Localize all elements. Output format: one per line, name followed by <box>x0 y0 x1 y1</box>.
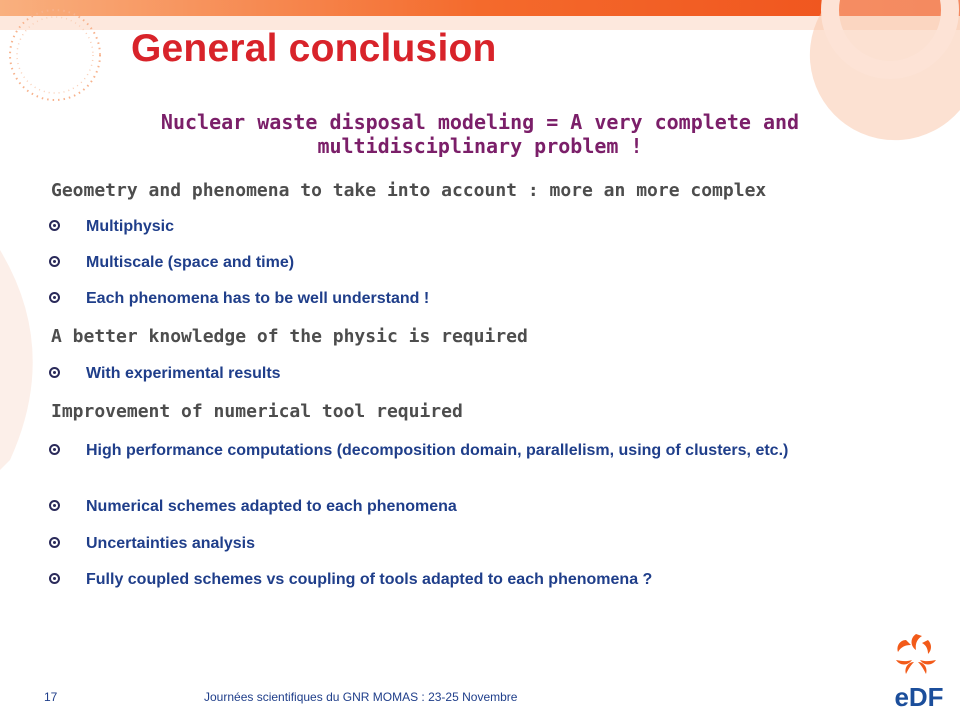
section-heading-numerical: Improvement of numerical tool required <box>51 401 463 422</box>
bullet-circle-icon <box>49 444 60 455</box>
bullet-item <box>86 497 906 517</box>
bullet-item <box>86 534 906 554</box>
bullet-circle-icon <box>49 367 60 378</box>
bullet-circle-icon <box>49 537 60 548</box>
page-number: 17 <box>44 690 58 704</box>
bullet-text: With experimental results <box>86 365 281 382</box>
bullet-circle-icon <box>49 573 60 584</box>
bullet-text: Uncertainties analysis <box>86 535 255 552</box>
bullet-text: Fully coupled schemes vs coupling of tools adapted to each phenomena ? <box>86 571 653 588</box>
bullet-text: Each phenomena has to be well understand ! <box>86 290 430 307</box>
slide-subtitle: Nuclear waste disposal modeling = A very complete and multidisciplinary problem ! <box>160 110 800 158</box>
bullet-item <box>86 289 906 309</box>
edf-logo-icon <box>884 630 954 710</box>
slide-title: General conclusion <box>131 27 497 70</box>
bullet-circle-icon <box>49 500 60 511</box>
bullet-item <box>86 217 906 237</box>
footer-text: Journées scientifiques du GNR MOMAS : 23-25 Novembre <box>204 690 518 704</box>
bullet-item <box>86 570 906 590</box>
bullet-item <box>86 441 906 461</box>
bullet-circle-icon <box>49 256 60 267</box>
bullet-text: Multiphysic <box>86 218 175 235</box>
section-heading-geometry: Geometry and phenomena to take into account : more an more complex <box>51 180 767 201</box>
bullet-circle-icon <box>49 292 60 303</box>
bullet-text: Numerical schemes adapted to each phenomena <box>86 498 457 515</box>
bullet-text: Multiscale (space and time) <box>86 254 295 271</box>
section-heading-knowledge: A better knowledge of the physic is required <box>51 326 528 347</box>
logo-text: eDF <box>894 682 944 710</box>
bullet-text: High performance computations (decomposition domain, parallelism, using of clusters, etc.) <box>86 442 789 459</box>
bullet-item <box>86 364 906 384</box>
bullet-circle-icon <box>49 220 60 231</box>
bullet-item <box>86 253 906 273</box>
